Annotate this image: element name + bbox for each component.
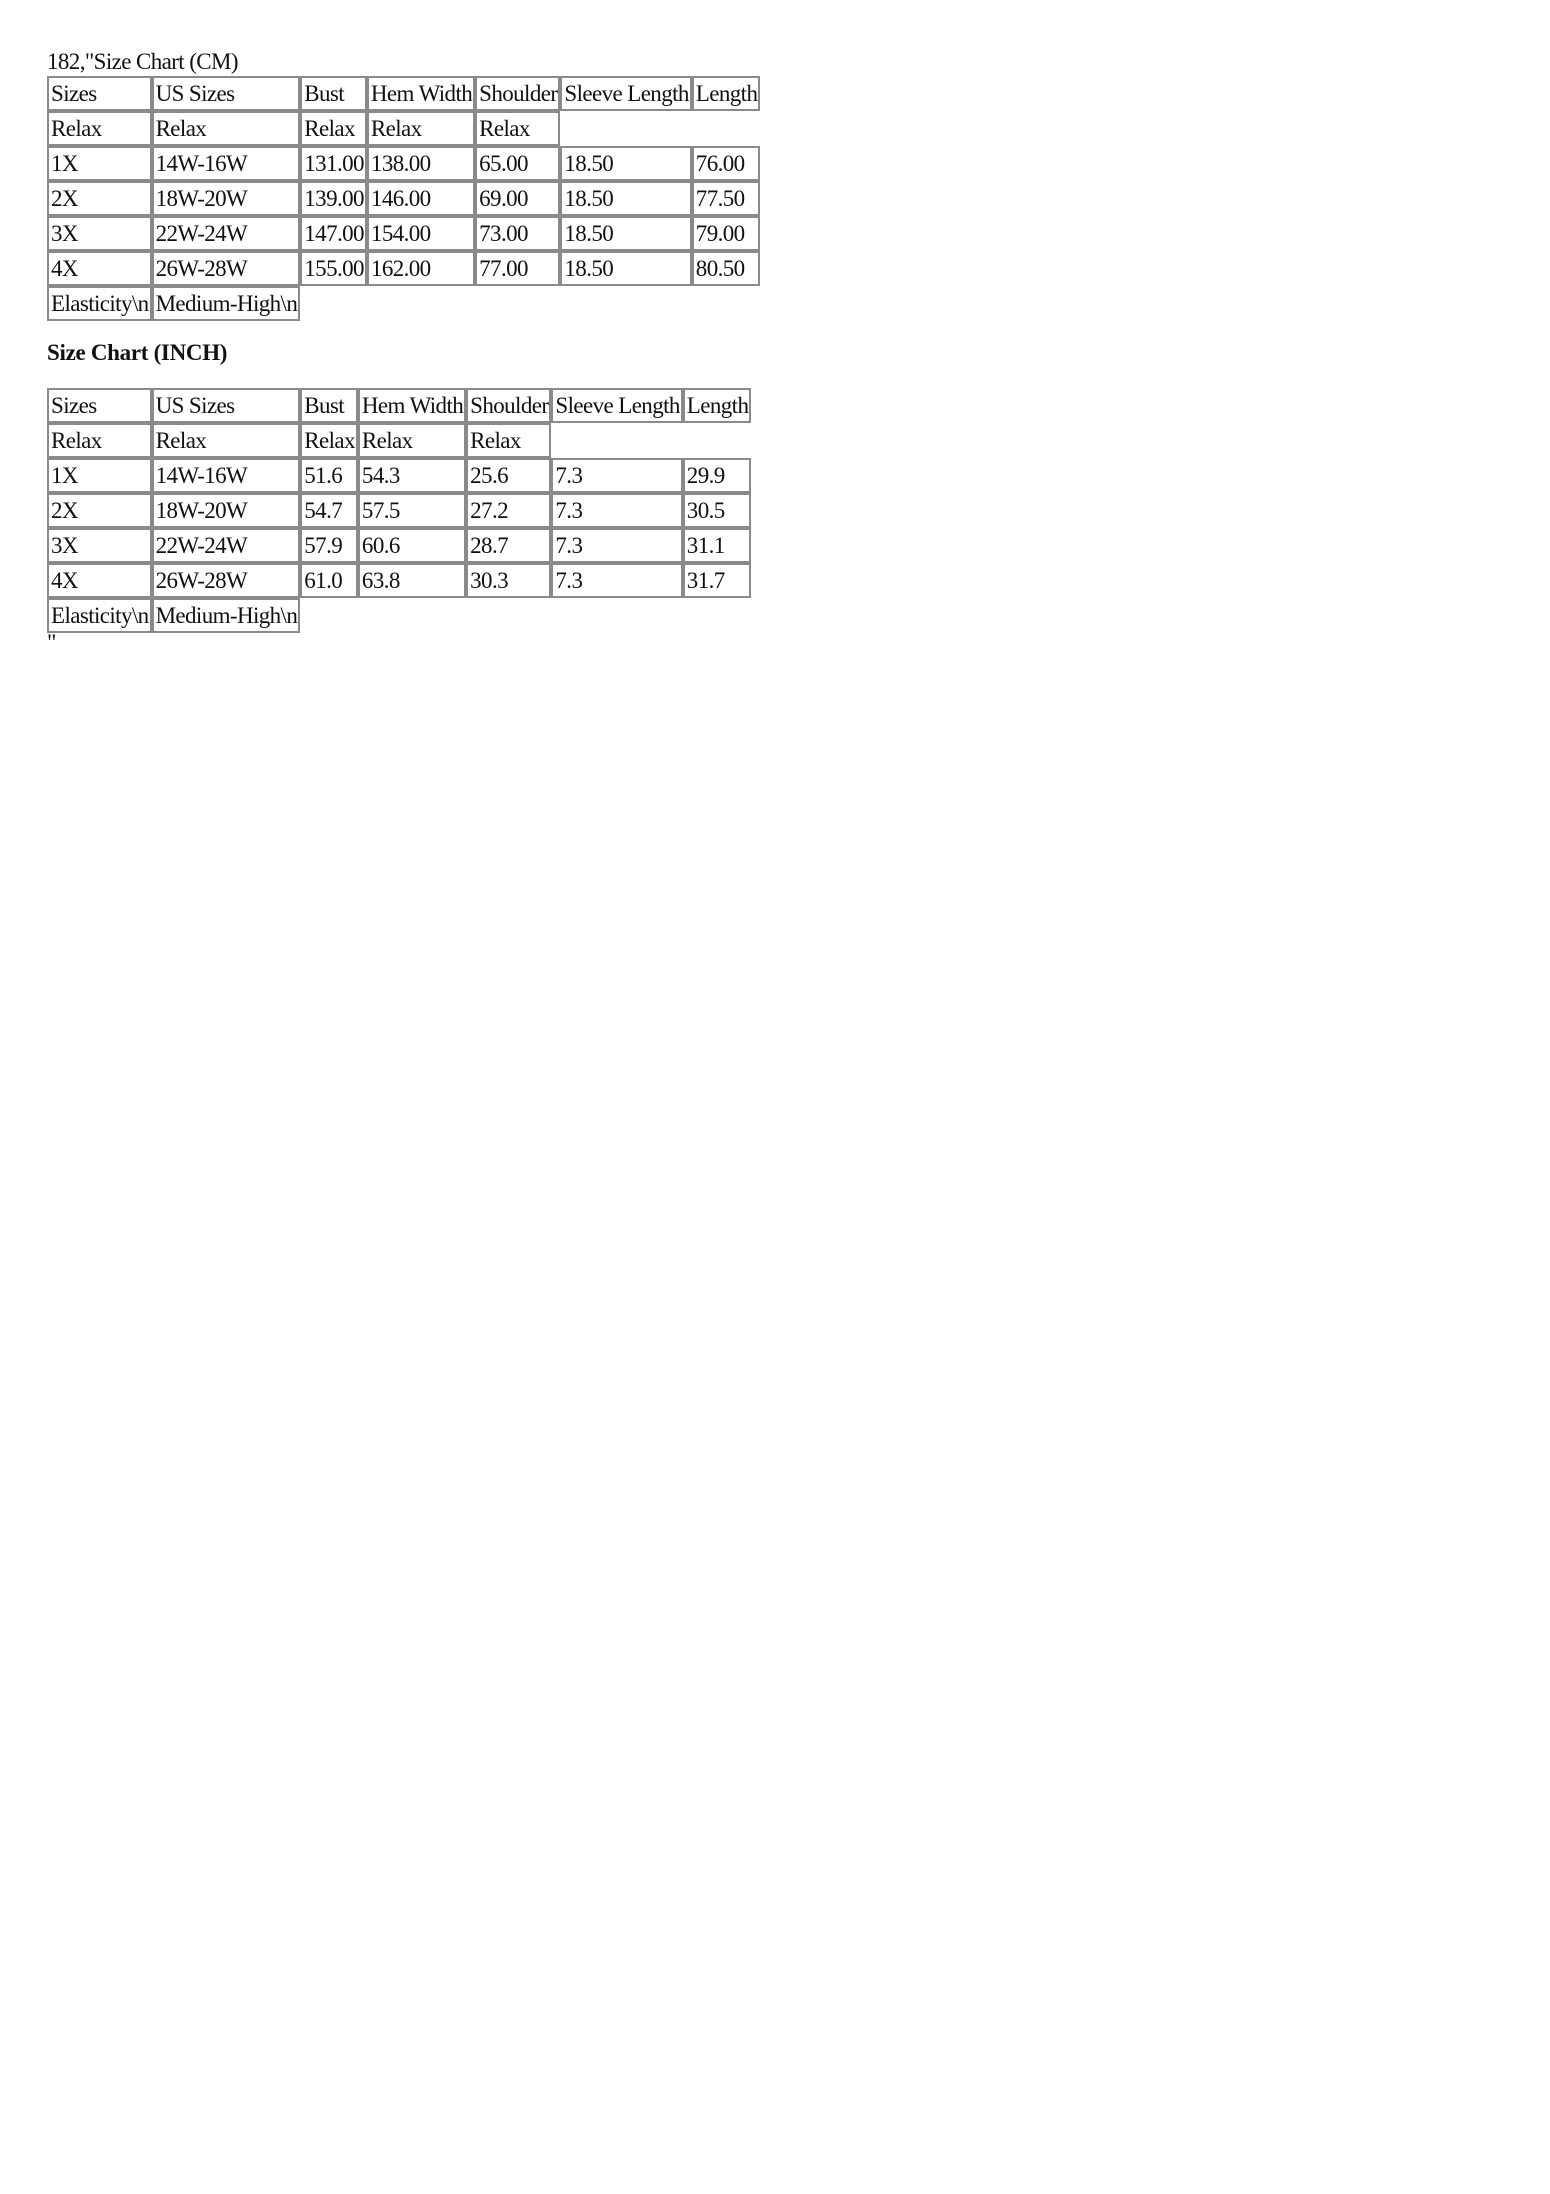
table-cell: 77.00 [475,251,560,286]
table-header-cell: Length [683,388,752,423]
table-cell: 146.00 [367,181,475,216]
table-cell: 29.9 [683,458,752,493]
table-cell: 22W-24W [152,216,301,251]
table-cell: 63.8 [358,563,466,598]
table-cell: 162.00 [367,251,475,286]
table-cell: 76.00 [692,146,761,181]
table-cell [683,598,752,633]
table-cell [692,286,761,321]
table-header-cell: Sleeve Length [560,76,691,111]
table-header-cell: Length [692,76,761,111]
table-row [47,111,760,146]
table-cell: 57.9 [300,528,358,563]
table-cell: 27.2 [466,493,551,528]
table-cell: 18W-20W [152,181,301,216]
table-cell: 155.00 [300,251,367,286]
table-cell [367,286,475,321]
table-row [47,493,751,528]
table-cell: Medium-High\n [152,286,301,321]
table-cell: Relax [47,111,152,146]
table-header-cell: Sizes [47,388,152,423]
table-cell: Relax [367,111,475,146]
table-cell [358,598,466,633]
table-cell: Relax [466,423,551,458]
table-cell: 138.00 [367,146,475,181]
table-cell: 61.0 [300,563,358,598]
table-cell: 25.6 [466,458,551,493]
table-cell: 3X [47,528,152,563]
table-cell: 139.00 [300,181,367,216]
table-cell: 54.7 [300,493,358,528]
table-cell: Relax [152,111,301,146]
table-header-cell: Hem Width [367,76,475,111]
table-header-cell: US Sizes [152,76,301,111]
table-cell: 18.50 [560,181,691,216]
table-cell: 30.5 [683,493,752,528]
table-row [47,76,760,111]
table-cell: 14W-16W [152,458,301,493]
table-cell: 79.00 [692,216,761,251]
table-row [47,528,751,563]
table-cell: 154.00 [367,216,475,251]
table-cell: 1X [47,146,152,181]
table-cell: Elasticity\n [47,598,152,633]
table-header-cell: Sizes [47,76,152,111]
table-cell [560,111,691,146]
table-cell: 31.7 [683,563,752,598]
table-cell: 22W-24W [152,528,301,563]
table-cell: 7.3 [551,528,682,563]
table-row [47,423,751,458]
table-row [47,598,751,633]
table-cell: 80.50 [692,251,761,286]
cm-size-table-body [47,76,760,321]
table-cell: 18W-20W [152,493,301,528]
table-cell: 7.3 [551,458,682,493]
document-page [47,48,760,653]
table-cell [466,598,551,633]
table-cell: 31.1 [683,528,752,563]
table-cell: Relax [475,111,560,146]
table-cell: 30.3 [466,563,551,598]
table-cell: 69.00 [475,181,560,216]
table-cell: 57.5 [358,493,466,528]
inch-size-table [47,388,751,633]
table-cell: 2X [47,493,152,528]
table-cell [300,286,367,321]
table-row [47,563,751,598]
table-cell [692,111,761,146]
table-cell: 1X [47,458,152,493]
table-cell: 28.7 [466,528,551,563]
table-cell: 3X [47,216,152,251]
table-cell: 54.3 [358,458,466,493]
table-cell: 147.00 [300,216,367,251]
table-row [47,286,760,321]
cm-chart-heading: 182,"Size Chart (CM) [47,49,238,74]
table-cell: Medium-High\n [152,598,301,633]
table-cell: 60.6 [358,528,466,563]
table-row [47,458,751,493]
cm-size-table [47,76,760,321]
table-cell: Relax [47,423,152,458]
table-cell: 14W-16W [152,146,301,181]
inch-size-table-body [47,388,751,633]
table-row [47,181,760,216]
table-cell: 7.3 [551,563,682,598]
table-cell [683,423,752,458]
table-cell: 18.50 [560,251,691,286]
table-header-cell: Bust [300,388,358,423]
inch-chart-heading: Size Chart (INCH) [47,340,228,365]
trailing-quote: " [47,630,57,655]
table-cell [551,423,682,458]
table-cell: 18.50 [560,146,691,181]
table-row [47,146,760,181]
table-row [47,216,760,251]
table-cell [560,286,691,321]
table-cell: 77.50 [692,181,761,216]
table-cell: 65.00 [475,146,560,181]
table-cell: Relax [300,423,358,458]
table-header-cell: Shoulder [466,388,551,423]
table-cell: Relax [300,111,367,146]
table-cell: 26W-28W [152,563,301,598]
table-cell [475,286,560,321]
table-cell [300,598,358,633]
table-header-cell: Shoulder [475,76,560,111]
table-header-cell: Bust [300,76,367,111]
table-cell [551,598,682,633]
table-row [47,388,751,423]
table-header-cell: US Sizes [152,388,301,423]
table-row [47,251,760,286]
table-cell: 2X [47,181,152,216]
table-cell: 18.50 [560,216,691,251]
table-cell: 73.00 [475,216,560,251]
table-cell: Relax [358,423,466,458]
table-cell: 4X [47,251,152,286]
table-cell: 26W-28W [152,251,301,286]
table-cell: Elasticity\n [47,286,152,321]
table-header-cell: Sleeve Length [551,388,682,423]
table-cell: Relax [152,423,301,458]
table-cell: 4X [47,563,152,598]
table-cell: 51.6 [300,458,358,493]
table-cell: 131.00 [300,146,367,181]
table-cell: 7.3 [551,493,682,528]
table-header-cell: Hem Width [358,388,466,423]
